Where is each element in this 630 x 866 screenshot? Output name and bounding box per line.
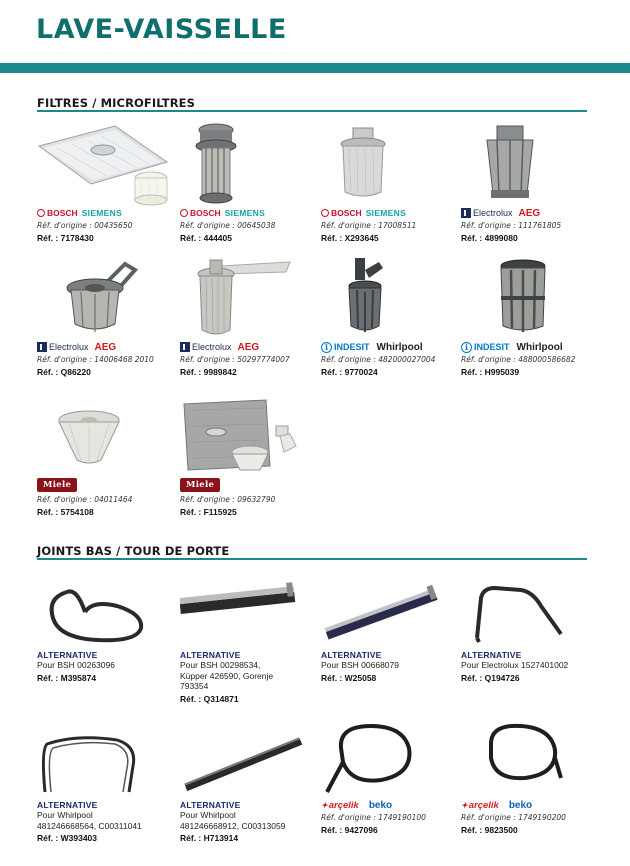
filter-item[interactable] bbox=[37, 118, 177, 243]
compat-line: 481246668564, C00311041 bbox=[37, 820, 142, 831]
alternative-label: ALTERNATIVE bbox=[321, 650, 382, 660]
original-ref: Réf. d'origine : 488000586682 bbox=[461, 355, 576, 364]
product-ref: Réf. : 9989842 bbox=[180, 367, 237, 377]
brand-row bbox=[461, 798, 601, 812]
arcelik-logo: ✦ arçelik bbox=[461, 799, 499, 811]
u-seal-icon bbox=[37, 730, 172, 800]
bosch-logo: BOSCH bbox=[37, 208, 78, 218]
brand-row bbox=[37, 340, 177, 354]
title-band bbox=[0, 63, 630, 73]
ring-seal-2-icon bbox=[461, 718, 596, 798]
filter-item[interactable] bbox=[321, 118, 461, 243]
product-ref: Réf. : H995039 bbox=[461, 367, 520, 377]
filter-item[interactable] bbox=[180, 396, 320, 517]
filter-item[interactable] bbox=[37, 252, 177, 377]
brand-row bbox=[180, 476, 320, 494]
joint-item[interactable] bbox=[37, 578, 177, 683]
dark-filter-icon bbox=[321, 252, 456, 340]
electrolux-logo: Electrolux bbox=[180, 342, 232, 352]
whirlpool-logo: Whirlpool bbox=[516, 341, 563, 353]
original-ref: Réf. d'origine : 17008511 bbox=[321, 221, 417, 230]
original-ref: Réf. d'origine : 50297774007 bbox=[180, 355, 290, 364]
compat-line: Pour BSH 00298534, bbox=[180, 660, 261, 670]
product-ref: Réf. : W25058 bbox=[321, 672, 377, 683]
bosch-logo: BOSCH bbox=[180, 208, 221, 218]
product-ref: Réf. : W393403 bbox=[37, 833, 97, 843]
cup-filter-icon bbox=[321, 118, 456, 206]
product-ref: Réf. : 5754108 bbox=[37, 507, 94, 517]
product-ref: Réf. : 9770024 bbox=[321, 367, 378, 377]
original-ref: Réf. d'origine : 14006468 2010 bbox=[37, 355, 154, 364]
page-title: LAVE-VAISSELLE bbox=[36, 14, 287, 45]
micro-filter-plate-icon bbox=[37, 118, 172, 206]
aeg-logo: AEG bbox=[237, 341, 260, 353]
section-rule-joints bbox=[37, 558, 587, 560]
cone-filter-icon bbox=[37, 396, 172, 476]
ring-seal-icon bbox=[321, 718, 456, 798]
filter-item[interactable] bbox=[37, 396, 177, 517]
alternative-label: ALTERNATIVE bbox=[37, 800, 98, 810]
basket-filter-icon bbox=[461, 118, 596, 206]
brand-row bbox=[321, 798, 461, 812]
original-ref: Réf. d'origine : 09632790 bbox=[180, 495, 276, 504]
loop-seal-icon bbox=[37, 578, 172, 650]
filter-item[interactable] bbox=[321, 252, 461, 377]
compat-line: Pour Whirlpool bbox=[180, 810, 236, 820]
alternative-label: ALTERNATIVE bbox=[37, 650, 98, 660]
siemens-logo: SIEMENS bbox=[224, 208, 266, 218]
siemens-logo: SIEMENS bbox=[81, 208, 123, 218]
original-ref: Réf. d'origine : 1749190100 bbox=[321, 813, 426, 822]
joint-item[interactable] bbox=[37, 730, 177, 843]
joint-item[interactable] bbox=[180, 730, 320, 843]
product-ref: Réf. : X293645 bbox=[321, 233, 379, 243]
mesh-filter-icon bbox=[461, 252, 596, 340]
compat-line: Pour Electrolux 1527401002 bbox=[461, 660, 569, 670]
product-ref: Réf. : 9427096 bbox=[321, 825, 378, 835]
compat-line: Pour Whirlpool bbox=[37, 810, 93, 820]
indesit-logo: i INDESIT bbox=[461, 342, 510, 353]
miele-logo: Miele bbox=[180, 478, 220, 492]
cylinder-filter-icon bbox=[180, 118, 315, 206]
brand-row bbox=[37, 476, 177, 494]
original-ref: Réf. d'origine : 111761805 bbox=[461, 221, 562, 230]
brand-row bbox=[321, 340, 461, 354]
indesit-logo: i INDESIT bbox=[321, 342, 370, 353]
joint-item[interactable] bbox=[180, 578, 320, 704]
electrolux-logo: Electrolux bbox=[37, 342, 89, 352]
frame-seal-icon bbox=[461, 578, 596, 650]
product-ref: Réf. : 444405 bbox=[180, 233, 232, 243]
siemens-logo: SIEMENS bbox=[365, 208, 407, 218]
bottom-seal-bar-diag-icon bbox=[321, 578, 456, 650]
brand-row bbox=[461, 206, 601, 220]
aeg-logo: AEG bbox=[518, 207, 541, 219]
product-ref: Réf. : Q194726 bbox=[461, 672, 520, 683]
alternative-label: ALTERNATIVE bbox=[180, 650, 241, 660]
arm-filter-icon bbox=[180, 252, 315, 340]
product-ref: Réf. : Q314871 bbox=[180, 693, 239, 704]
original-ref: Réf. d'origine : 1749190200 bbox=[461, 813, 566, 822]
miele-logo: Miele bbox=[37, 478, 77, 492]
original-ref: Réf. d'origine : 00435650 bbox=[37, 221, 133, 230]
beko-logo: beko bbox=[368, 799, 393, 811]
filter-item[interactable] bbox=[461, 118, 601, 243]
arcelik-logo: ✦ arçelik bbox=[321, 799, 359, 811]
product-ref: Réf. : 9823500 bbox=[461, 825, 518, 835]
joint-item[interactable] bbox=[321, 578, 461, 683]
alternative-label: ALTERNATIVE bbox=[461, 650, 522, 660]
joint-item[interactable] bbox=[321, 718, 461, 835]
section-title-filters: FILTRES / MICROFILTRES bbox=[37, 96, 195, 110]
product-ref: Réf. : M395874 bbox=[37, 672, 97, 683]
product-ref: Réf. : F115925 bbox=[180, 507, 237, 517]
bosch-logo: BOSCH bbox=[321, 208, 362, 218]
product-ref: Réf. : 7178430 bbox=[37, 233, 94, 243]
compat-line: 481246668912, C00313059 bbox=[180, 820, 286, 831]
filter-item[interactable] bbox=[180, 118, 320, 243]
electrolux-logo: Electrolux bbox=[461, 208, 513, 218]
beko-logo: beko bbox=[508, 799, 533, 811]
filter-item[interactable] bbox=[180, 252, 320, 377]
original-ref: Réf. d'origine : 482000027004 bbox=[321, 355, 436, 364]
plate-filter-set-icon bbox=[180, 396, 315, 476]
joint-item[interactable] bbox=[461, 578, 601, 683]
handle-filter-icon bbox=[37, 252, 172, 340]
brand-row bbox=[37, 206, 177, 220]
section-rule-filters bbox=[37, 110, 587, 112]
compat-line: 793354 bbox=[180, 681, 209, 691]
bottom-seal-bar-icon bbox=[180, 578, 315, 650]
original-ref: Réf. d'origine : 04011464 bbox=[37, 495, 133, 504]
strip-seal-icon bbox=[180, 730, 315, 800]
brand-row bbox=[321, 206, 461, 220]
compat-line: Pour BSH 00668079 bbox=[321, 660, 399, 670]
compat-line: Küpper 426590, Gorenje bbox=[180, 670, 274, 681]
filter-item[interactable] bbox=[461, 252, 601, 377]
product-ref: Réf. : 4899080 bbox=[461, 233, 518, 243]
brand-row bbox=[180, 340, 320, 354]
aeg-logo: AEG bbox=[94, 341, 117, 353]
product-ref: Réf. : Q86220 bbox=[37, 367, 91, 377]
product-ref: Réf. : H713914 bbox=[180, 833, 239, 843]
brand-row bbox=[180, 206, 320, 220]
alternative-label: ALTERNATIVE bbox=[180, 800, 241, 810]
joint-item[interactable] bbox=[461, 718, 601, 835]
section-title-joints: JOINTS BAS / TOUR DE PORTE bbox=[37, 544, 230, 558]
compat-line: Pour BSH 00263096 bbox=[37, 660, 115, 670]
original-ref: Réf. d'origine : 00645038 bbox=[180, 221, 276, 230]
brand-row bbox=[461, 340, 601, 354]
whirlpool-logo: Whirlpool bbox=[376, 341, 423, 353]
